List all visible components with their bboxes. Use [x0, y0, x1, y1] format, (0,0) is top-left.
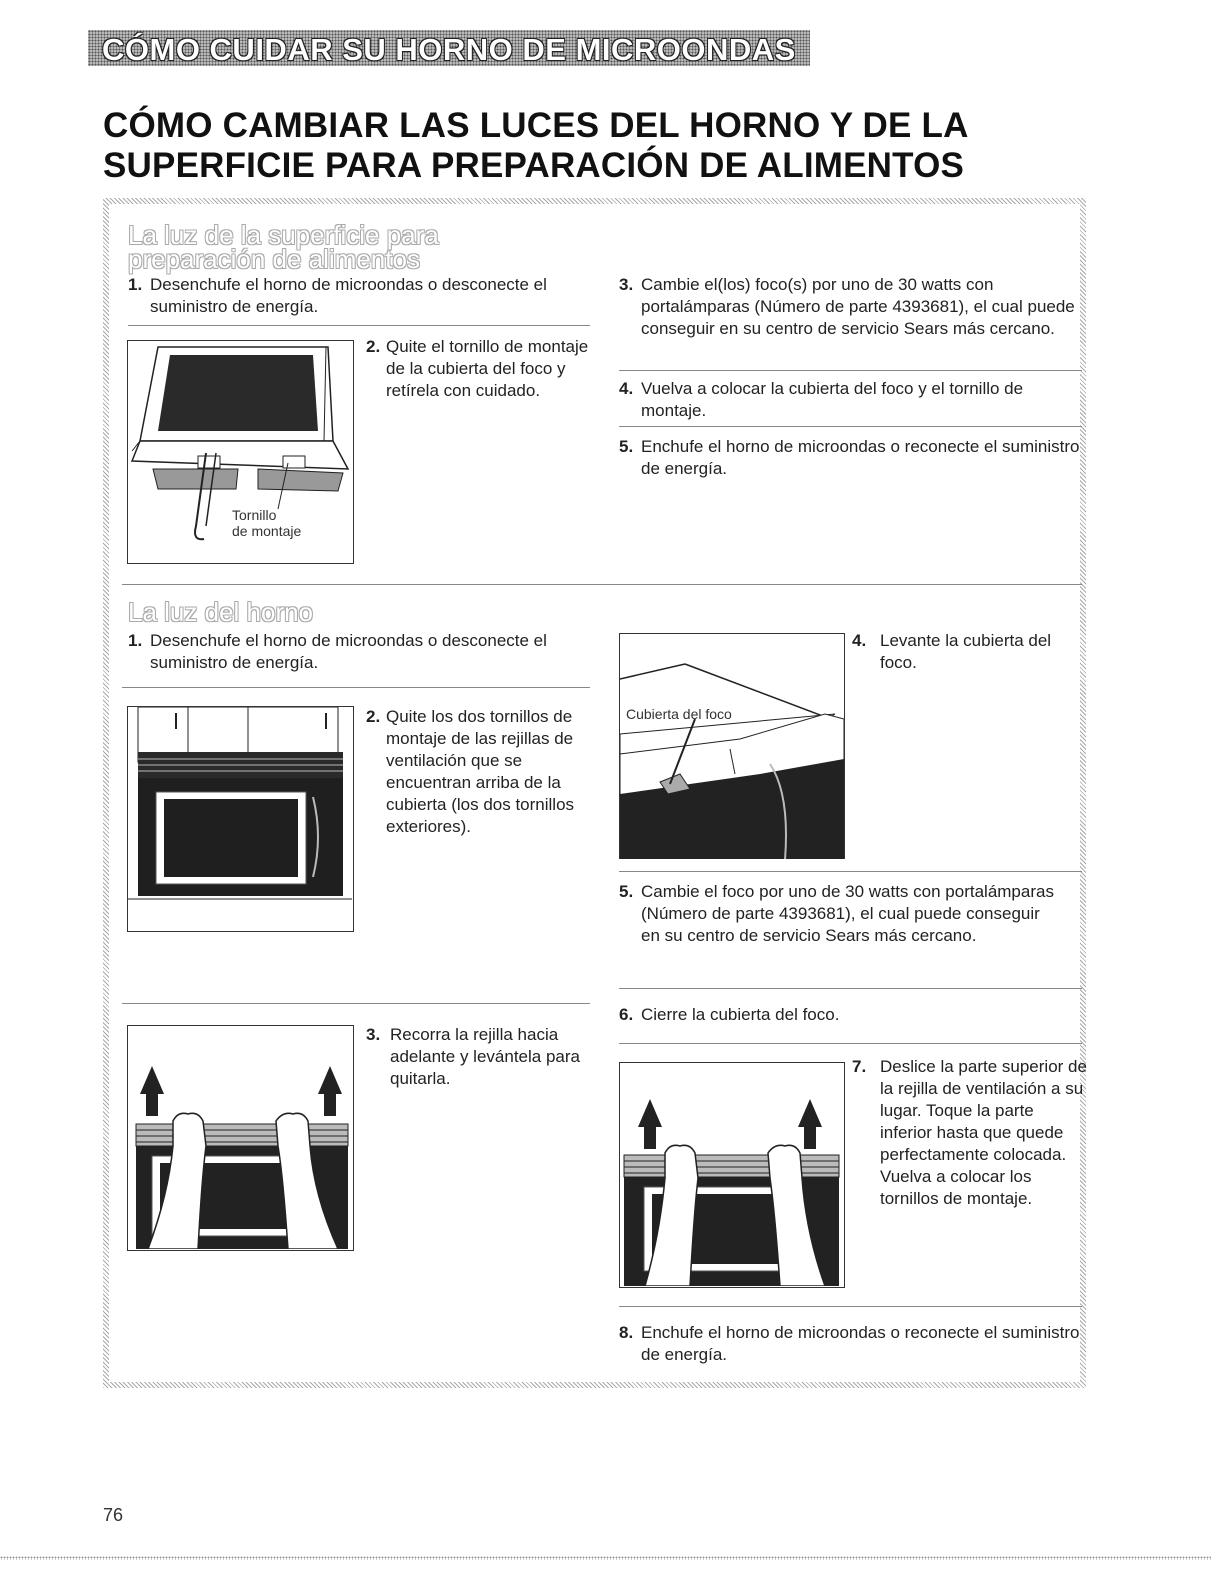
- section1-step-5: [619, 436, 1081, 480]
- label-line: Tornillo: [232, 507, 277, 523]
- step-text: Deslice la parte superior de la rejilla de ventilación a su lugar. Toque la parte inferior hasta que quede perfectamente colocada. Vuelva a colocar los tornillos de montaje.: [880, 1057, 1087, 1208]
- step-text: Quite los dos tornillos de montaje de las rejillas de ventilación que se encuentran arriba de la cubierta (los dos tornillos exteriores).: [386, 707, 575, 836]
- divider: [122, 1003, 590, 1004]
- step-number: 3.: [619, 275, 634, 294]
- step-text: Levante la cubierta del foco.: [880, 631, 1052, 672]
- section1-heading-line2: preparación de alimentos: [128, 244, 420, 274]
- section2-illustration-vent-screws: [127, 706, 354, 932]
- section1-heading-line1: La luz de la superficie para: [128, 220, 439, 250]
- divider: [128, 325, 590, 326]
- step-number: 8.: [619, 1323, 634, 1342]
- label-line: de montaje: [232, 523, 302, 539]
- hands-lifting-grille-illustration: [128, 1026, 352, 1249]
- section1-illustration: [127, 340, 354, 564]
- section-banner: [88, 30, 810, 66]
- step-text: Vuelva a colocar la cubierta del foco y el tornillo de montaje.: [641, 379, 1024, 420]
- step-number: 2.: [366, 337, 381, 356]
- page-title: [103, 106, 1103, 186]
- section2-step-2: [366, 706, 588, 838]
- divider: [619, 1043, 1082, 1044]
- section2-heading: La luz del horno: [128, 597, 314, 627]
- step-text: Desenchufe el horno de microondas o desconecte el suministro de energía.: [150, 631, 547, 672]
- section2-step-6: [619, 1004, 1079, 1026]
- bulb-cover-illustration: [620, 634, 844, 859]
- section2-illustration-replace-grille: [619, 1062, 845, 1288]
- step-number: 3.: [366, 1025, 381, 1044]
- section2-illustration-bulb-cover: [619, 633, 845, 859]
- page-title-line2: SUPERFICIE PARA PREPARACIÓN DE ALIMENTOS: [103, 146, 965, 185]
- section2-illustration-slide-grille: [127, 1025, 354, 1251]
- divider: [122, 687, 590, 688]
- section2-step-8: [619, 1322, 1081, 1366]
- step-number: 6.: [619, 1005, 634, 1024]
- banner-text: CÓMO CUIDAR SU HORNO DE MICROONDAS: [102, 32, 796, 67]
- step-text: Cambie el foco por uno de 30 watts con portalámparas (Número de parte 4393681), el cual puede conseguir en su centro de servicio Sears más cercano.: [641, 882, 1054, 945]
- step-text: Cierre la cubierta del foco.: [641, 1005, 840, 1024]
- step-number: 5.: [619, 437, 634, 456]
- section2-step-4: [852, 630, 1072, 674]
- step-number: 4.: [619, 379, 634, 398]
- divider: [619, 370, 1082, 371]
- step-number: 1.: [128, 275, 143, 294]
- divider: [619, 1306, 1082, 1307]
- step-text: Desenchufe el horno de microondas o desconecte el suministro de energía.: [150, 275, 547, 316]
- step-number: 2.: [366, 707, 381, 726]
- section1-step-4: [619, 378, 1081, 422]
- label-mounting-screw: [232, 507, 301, 539]
- step-text: Recorra la rejilla hacia adelante y levántela para quitarla.: [390, 1025, 580, 1088]
- section1-heading: [128, 220, 439, 274]
- page-number: 76: [103, 1505, 124, 1525]
- section2-step-7: [852, 1056, 1088, 1210]
- label-bulb-cover: Cubierta del foco: [626, 706, 732, 722]
- microwave-front-illustration: [128, 707, 352, 930]
- hands-installing-grille-illustration: [620, 1063, 843, 1286]
- step-number: 4.: [852, 631, 867, 650]
- step-text: Quite el tornillo de montaje de la cubierta del foco y retírela con cuidado.: [386, 337, 589, 400]
- step-text: Enchufe el horno de microondas o reconecte el suministro de energía.: [641, 1323, 1080, 1364]
- section1-step-3: [619, 274, 1081, 340]
- divider: [619, 988, 1082, 989]
- section1-step-1: [128, 274, 588, 318]
- step-number: 1.: [128, 631, 143, 650]
- step-number: 7.: [852, 1057, 867, 1076]
- step-text: Enchufe el horno de microondas o reconecte el suministro de energía.: [641, 437, 1080, 478]
- bottom-dotted-line: [0, 1556, 1211, 1560]
- step-number: 5.: [619, 882, 634, 901]
- section2-step-5: [619, 881, 1059, 947]
- section2-step-3: [366, 1024, 588, 1090]
- divider: [619, 871, 1082, 872]
- section1-step-2: [366, 336, 590, 402]
- step-text: Cambie el(los) foco(s) por uno de 30 watts con portalámparas (Número de parte 4393681), el cual puede conseguir en su centro de servicio Sears más cercano.: [641, 275, 1075, 338]
- page-title-line1: CÓMO CAMBIAR LAS LUCES DEL HORNO Y DE LA: [103, 106, 969, 145]
- section2-step-1: [128, 630, 588, 674]
- section-divider: [122, 584, 1082, 585]
- divider: [619, 426, 1082, 427]
